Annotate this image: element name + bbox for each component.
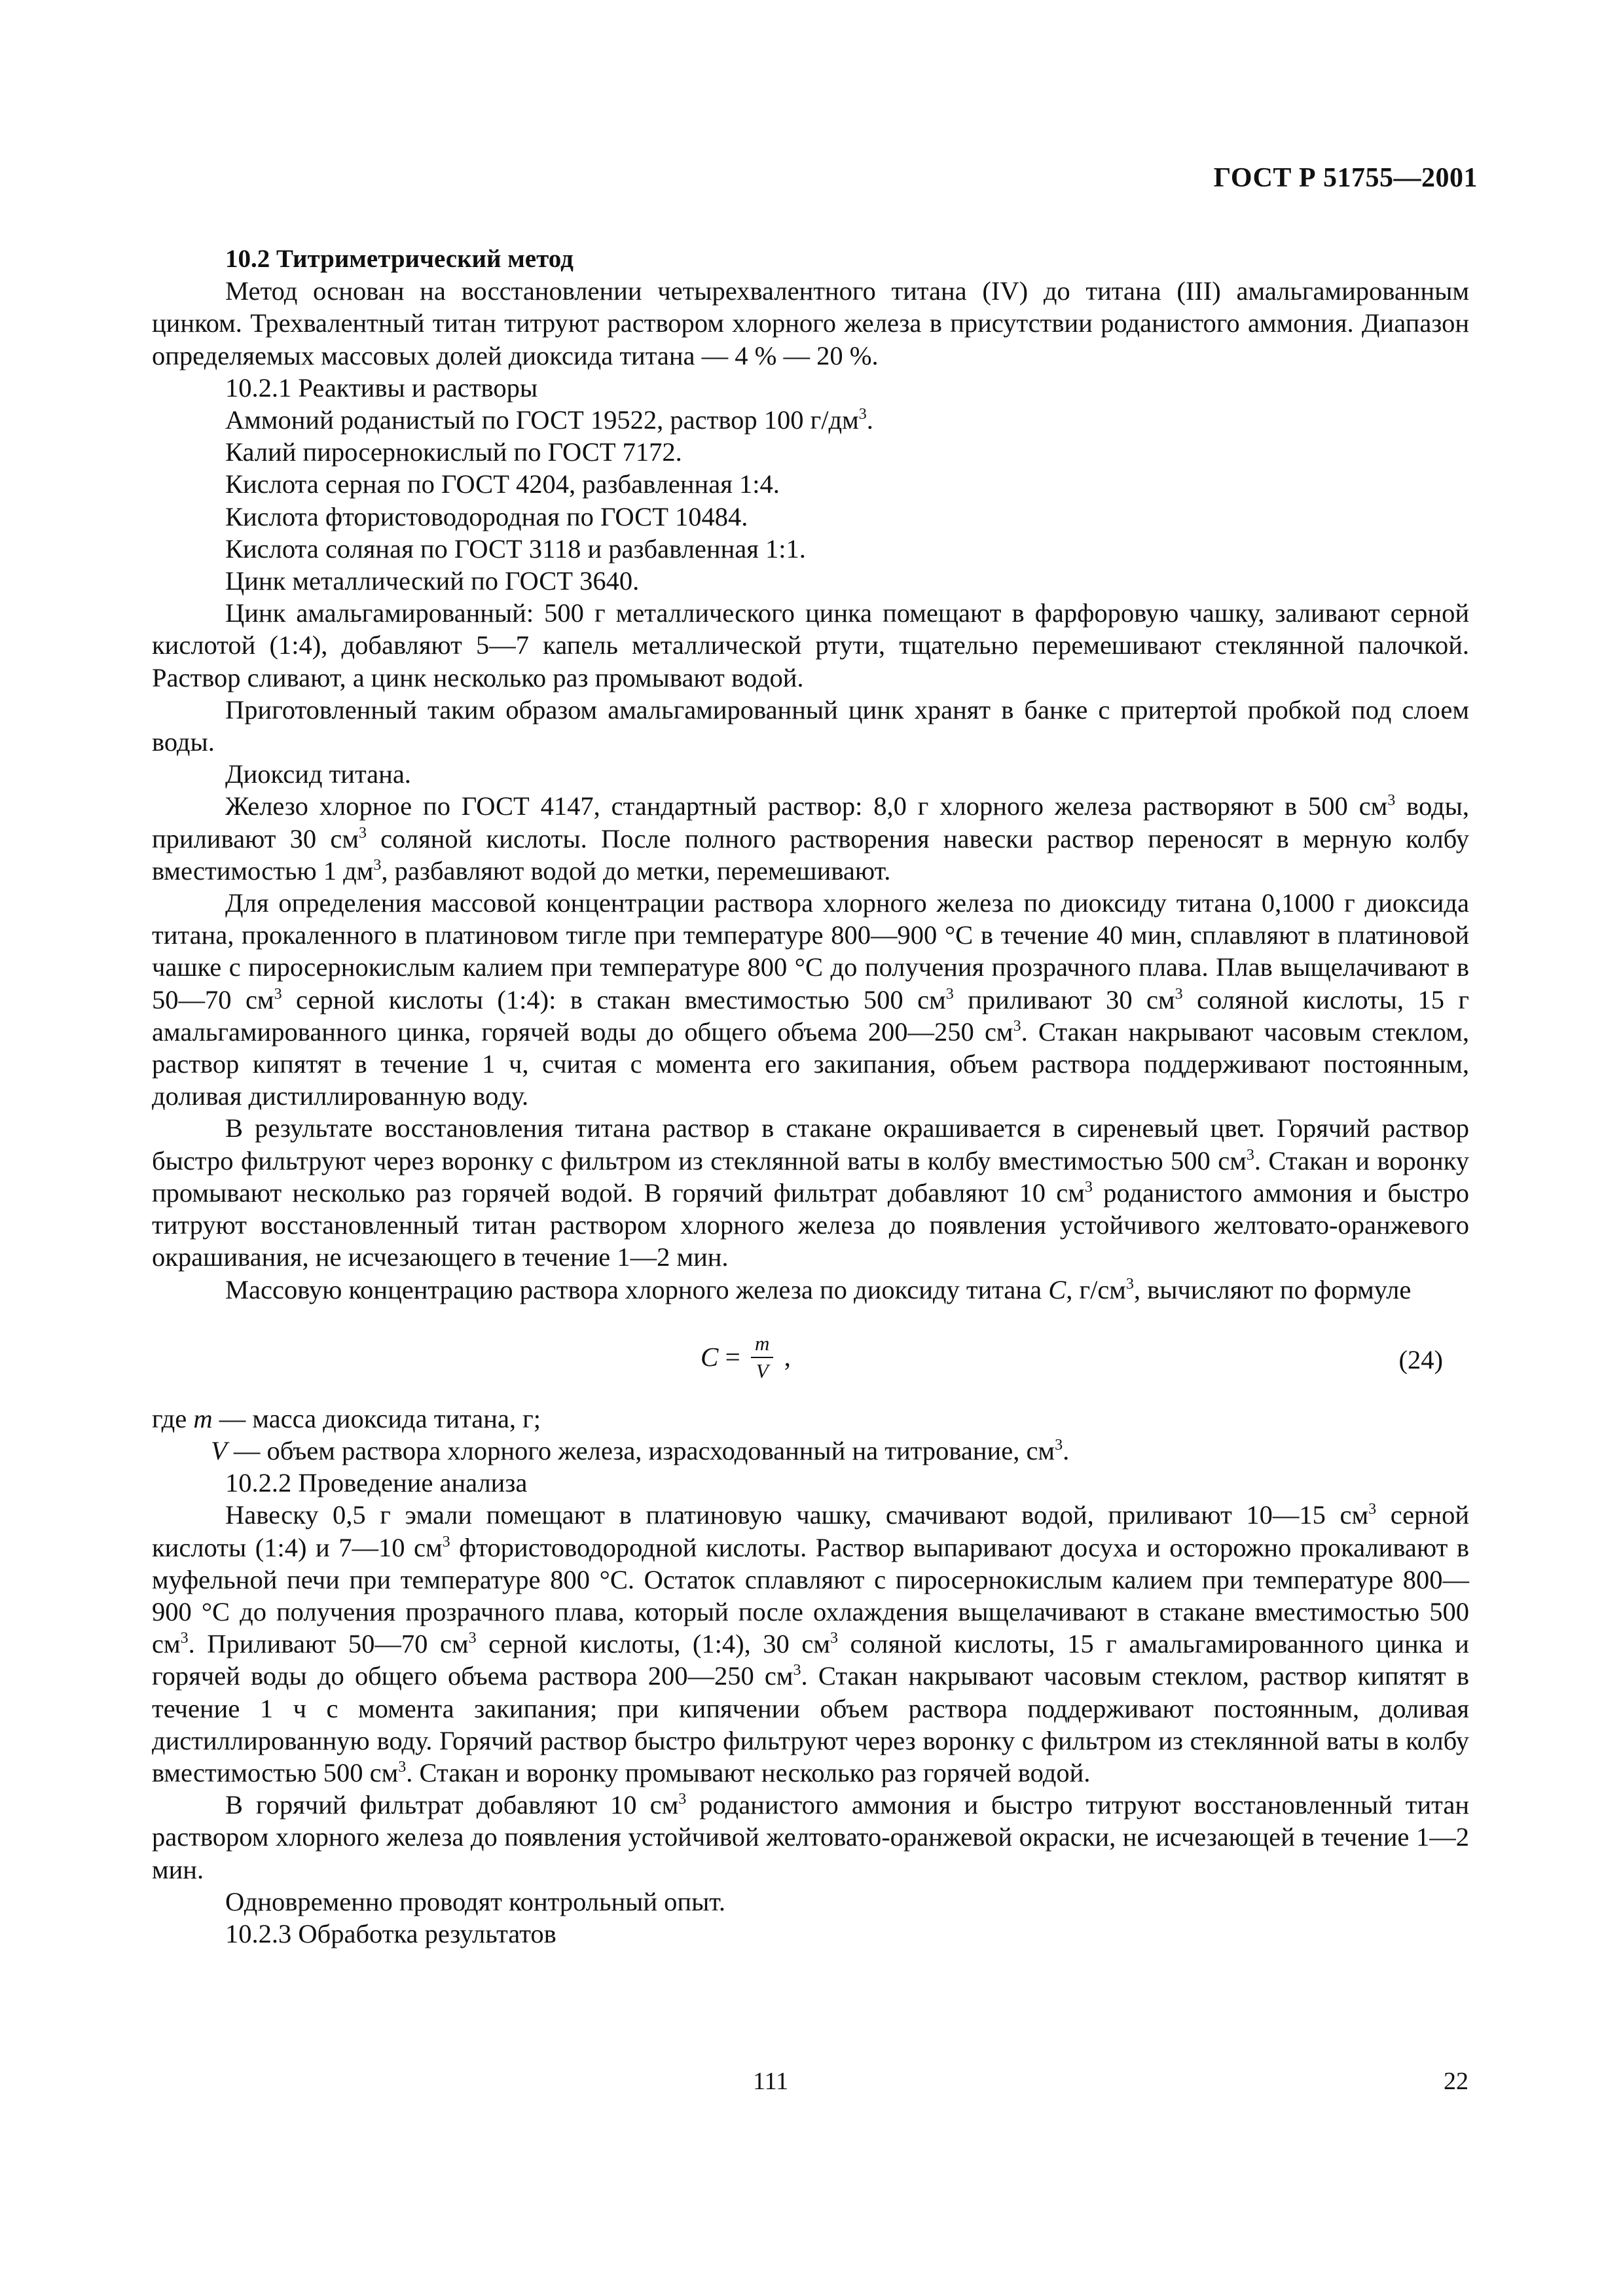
page-number-right: 22 xyxy=(1444,2068,1468,2095)
iron-chloride-paragraph: Железо хлорное по ГОСТ 4147, стандартный раствор: 8,0 г хлорного железа растворяют в 500 $см^3$ воды, приливают 30 $см^3$ соляной кислоты. После полного растворения навески раствор переносят в мерную колбу вместимостью 1 $дм^3$, разбавляют водой до метки, перемешивают. xyxy=(152,791,1470,886)
where-v: V — объем раствора хлорного железа, израсходованный на титрование, $см^3$. xyxy=(211,1435,1070,1465)
analysis-heading: 10.2.2 Проведение анализа xyxy=(225,1468,528,1498)
formula-tail: , xyxy=(777,1342,791,1372)
document-body xyxy=(152,242,1469,1950)
determination-paragraph: Для определения массовой концентрации раствора хлорного железа по диоксиду титана 0,1000 г диоксида титана, прокаленного в платиновом тигле при температуре 800—900 °С в течение 40 мин, сплавляют в платиновой чашке с пиросернокислым калием при температуре 800 °С до получения прозрачного плава. Плав выщелачивают в 50—70 $см^3$ серной кислоты (1:4): в стакан вместимостью 500 $см^3$ приливают 30 $см^3$ соляной кислоты, 15 г амальгамированного цинка, горячей воды до общего объема 200—250 $см^3$. Стакан накрывают часовым стеклом, раствор кипятят в течение 1 ч, считая с момента его закипания, объем раствора поддерживают постоянным, доливая дистиллированную воду. xyxy=(152,888,1470,1111)
formula-equals: = xyxy=(718,1342,747,1372)
control-paragraph: Одновременно проводят контрольный опыт. xyxy=(225,1886,726,1916)
formula-numerator: m xyxy=(751,1332,773,1358)
formula-fraction xyxy=(751,1332,773,1383)
reagents-heading: 10.2.1 Реактивы и растворы xyxy=(225,372,538,403)
where-m: где m — масса диоксида титана, г; xyxy=(152,1403,541,1433)
reagent-titanium-dioxide: Диоксид титана. xyxy=(225,759,411,789)
formula-lhs: C xyxy=(701,1342,719,1372)
formula-24 xyxy=(152,1320,1469,1397)
reagent-zinc: Цинк металлический по ГОСТ 3640. xyxy=(225,566,640,596)
reagent-potassium: Калий пиросернокислый по ГОСТ 7172. xyxy=(225,437,682,467)
filtrate-paragraph: В горячий фильтрат добавляют 10 $см^3$ роданистого аммония и быстро титруют восстановленный титан раствором хлорного железа до появления устойчивой желтовато-оранжевой окраски, не исчезающей в течение 1—2 мин. xyxy=(152,1790,1469,1884)
reagent-sulfuric: Кислота серная по ГОСТ 4204, разбавленная 1:4. xyxy=(225,469,780,499)
reagent-amalgam-zinc: Цинк амальгамированный: 500 г металлического цинка помещают в фарфоровую чашку, заливают серной кислотой (1:4), добавляют 5—7 капель металлической ртути, тщательно перемешивают стеклянной палочкой. Раствор сливают, а цинк несколько раз промывают водой. xyxy=(152,598,1469,692)
section-heading: 10.2 Титриметрический метод xyxy=(225,245,574,273)
results-heading: 10.2.3 Обработка результатов xyxy=(225,1918,556,1948)
reagent-ammonium: Аммоний роданистый по ГОСТ 19522, раствор 100 $г/дм^3$. xyxy=(225,405,873,435)
formula-expression xyxy=(701,1332,791,1383)
reagent-hydrochloric: Кислота соляная по ГОСТ 3118 и разбавленная 1:1. xyxy=(225,533,806,564)
intro-paragraph: Метод основан на восстановлении четырехвалентного титана (IV) до титана (III) амальгамированным цинком. Трехвалентный титан титруют раствором хлорного железа в присутствии роданистого аммония. Диапазон определяемых массовых долей диоксида титана — 4 % — 20 %. xyxy=(152,276,1469,370)
document-standard-header: ГОСТ Р 51755—2001 xyxy=(1213,163,1478,193)
mass-concentration-paragraph: Массовую концентрацию раствора хлорного железа по диоксиду титана C, $г/см^3$, вычисляют по формуле xyxy=(225,1274,1412,1304)
reagent-hydrofluoric: Кислота фтористоводородная по ГОСТ 10484. xyxy=(225,501,748,531)
analysis-paragraph: Навеску 0,5 г эмали помещают в платиновую чашку, смачивают водой, приливают 10—15 $см^3$ серной кислоты (1:4) и 7—10 $см^3$ фтористоводородной кислоты. Раствор выпаривают досуха и осторожно прокаливают в муфельной печи при температуре 800 °С. Остаток сплавляют с пиросернокислым калием при температуре 800—900 °С до получения прозрачного плава, который после охлаждения выщелачивают в стакане вместимостью 500 $см^3$. Приливают 50—70 $см^3$ серной кислоты, (1:4), 30 $см^3$ соляной кислоты, 15 г амальгамированного цинка и горячей воды до общего объема раствора 200—250 $см^3$. Стакан накрывают часовым стеклом, раствор кипятят в течение 1 ч с момента закипания; при кипячении объем раствора поддерживают постоянным, доливая дистиллированную воду. Горячий раствор быстро фильтруют через воронку с фильтром из стеклянной ваты в колбу вместимостью 500 $см^3$. Стакан и воронку промывают несколько раз горячей водой. xyxy=(152,1500,1469,1787)
reduction-paragraph: В результате восстановления титана раствор в стакане окрашивается в сиреневый цвет. Горячий раствор быстро фильтруют через воронку с фильтром из стеклянной ваты в колбу вместимостью 500 $см^3$. Стакан и воронку промывают несколько раз горячей водой. В горячий фильтрат добавляют 10 $см^3$ роданистого аммония и быстро титруют восстановленный титан раствором хлорного железа до появления устойчивого желтовато-оранжевого окрашивания, не исчезающего в течение 1—2 мин. xyxy=(152,1113,1469,1272)
formula-denominator: V xyxy=(756,1359,769,1382)
formula-number: (24) xyxy=(1398,1344,1443,1374)
page-number-center: 111 xyxy=(753,2068,789,2095)
reagent-amalgam-storage: Приготовленный таким образом амальгамированный цинк хранят в банке с притертой пробкой под слоем воды. xyxy=(152,694,1469,757)
